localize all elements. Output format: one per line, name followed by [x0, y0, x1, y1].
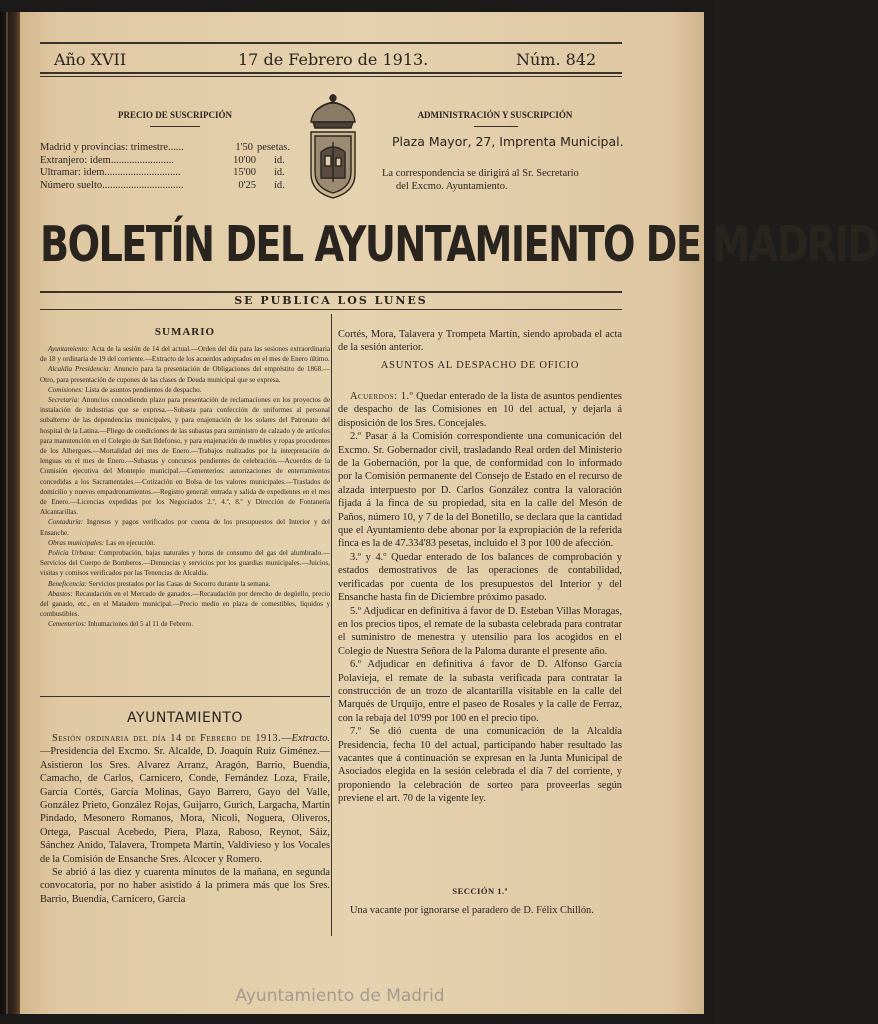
subscription-heading: PRECIO DE SUSCRIPCIÓN	[117, 110, 233, 120]
sumario-item: Ayuntamiento: Acta de la sesión de 14 del actual.—Orden del día para las sesiones extraordinaria de 18 y ordinaria de 19 del corriente.—Extracto de los acuerdos adoptados en el mes de Enero último.	[40, 345, 330, 364]
masthead-date: 17 de Febrero de 1913.	[238, 50, 429, 69]
masthead-number: Núm. 842	[516, 50, 597, 69]
subscription-row: Extranjero: idem........................ 10'00 íd.	[40, 154, 285, 166]
administration-rule	[474, 126, 518, 127]
administration-note: La correspondencia se dirigirá al Sr. Secretario del Excmo. Ayuntamiento.	[382, 168, 579, 192]
watermark: Ayuntamiento de Madrid	[235, 986, 445, 1006]
ayuntamiento-body	[40, 732, 330, 932]
administration-heading: ADMINISTRACIÓN Y SUSCRIPCIÓN	[417, 110, 573, 120]
ayuntamiento-heading: AYUNTAMIENTO	[127, 710, 243, 726]
masthead-year: Año XVII	[54, 50, 127, 69]
subscription-row: Madrid y provincias: trimestre...... 1'50 pesetas.	[40, 142, 290, 153]
newspaper-page	[20, 12, 878, 1014]
subtitle-rule	[40, 309, 622, 310]
session-paragraph: Se abrió á las diez y cuarenta minutos de la mañana, en segunda convocatoria, por no haber asistido á la primera más que los Sres. Barrio, Buendía, Carnicero, García	[40, 867, 330, 905]
title-rule	[40, 291, 622, 293]
sumario-item: Cementerios: Inhumaciones del 5 al 11 de Febrero.	[48, 620, 194, 629]
agreement-paragraph: 6.º Adjudicar en definitiva á favor de D. Alfonso García Polavieja, el remate de la subasta verificada para contratar la construcción de un trozo de alcantarilla visitable en la calle del Marqués de Urquijo, entre el paseo de Rosales y la calle de Ferraz, con la rebaja del 10'99 por 100 en el precio tipo.	[338, 659, 622, 724]
coat-of-arms-emblem	[303, 92, 363, 202]
subscription-rule	[150, 126, 200, 127]
book-spine	[0, 12, 22, 1014]
newspaper-title: BOLETÍN DEL AYUNTAMIENTO DE MADRID	[40, 216, 878, 273]
masthead-rule-thin	[40, 76, 622, 77]
sumario-item: Beneficencia: Servicios prestados por las Casas de Socorro durante la semana.	[48, 579, 271, 588]
publication-frequency: SE PUBLICA LOS LUNES	[234, 294, 428, 307]
column-divider	[331, 314, 332, 936]
subscription-table	[40, 142, 290, 192]
sumario-heading: SUMARIO	[154, 326, 216, 338]
agreement-paragraph: Acuerdos: 1.º Quedar enterado de la lista de asuntos pendientes de despacho de las Comisiones en 10 del actual, y dejarla á disposición de los Sres. Concejales.	[338, 391, 622, 429]
agreement-paragraph: 5.º Adjudicar en definitiva á favor de D. Esteban Villas Moragas, en los precios tipos, el remate de la subasta celebrada para contratar el suministro de menestra y utensilio para los acogidos en el Colegio de Nuestra Señora de la Paloma durante el presente año.	[338, 605, 622, 657]
asuntos-body	[338, 390, 622, 898]
agreement-paragraph: 3.º y 4.º Quedar enterado de los balances de comprobación y estados demostrativos de las operaciones de contabilidad, verificadas por cuenta de los presupuestos del Interior y del Ensanche hasta fin de Diciembre próximo pasado.	[338, 551, 622, 604]
masthead-rule	[40, 72, 622, 74]
seccion-heading: SECCIÓN 1.ª	[452, 886, 508, 896]
sumario-item: Secretaría: Anuncios concediendo plazo para presentación de reclamaciones en los proyectos de instalación de industrias que se expresa.—Subasta para confección de uniformes al personal subalterno de las dependencias municipales, y para enajenación de los solares del Patronato del hospital de la Latina.—Pliego de condiciones de las subastas para suministro de calzado y de artículos para manutención en el Colegio de San Ildefonso, y para enajenación de muebles y ropas procedentes de los Albergues.—Mortalidad del mes de Enero.—Trabajos realizados por la interpretación de lenguas en el mes de Enero.—Subastas y concursos pendientes de celebración.—Acuerdos de la Comisión ejecutiva del Montepío municipal.—Cementerios: autorizaciones de enterramientos concedidas a los Sacramentales.—Cotización en Bolsa de los valores municipales.—Traslados de domicilio y nuevos empadronamientos.—Registro general: entrada y salida de expedientes en el mes de Enero.—Licencias expedidas por los Negociados 2.º, 4.º, 8.º y Dirección de Fontanería Alcantarillas.	[40, 396, 330, 517]
administration-address: Plaza Mayor, 27, Imprenta Municipal.	[392, 134, 624, 149]
sumario-item: Alcaldía Presidencia: Anuncio para la presentación de Obligaciones del empréstito de 1868.—Otro, para presentación de cupones de las clases de Deuda municipal que se expresa.	[40, 365, 330, 384]
top-rule	[40, 42, 622, 44]
asuntos-heading: ASUNTOS AL DESPACHO DE OFICIO	[380, 360, 580, 371]
seccion-body: Una vacante por ignorarse el paradero de D. Félix Chillón.	[350, 905, 594, 916]
subscription-row: Número suelto............................... 0'25 íd.	[40, 179, 285, 191]
sumario-end-rule	[40, 696, 330, 697]
right-column-intro: Cortés, Mora, Talavera y Trompeta Martín, siendo aprobada el acta de la sesión anterior.	[338, 329, 622, 354]
sumario-item: Abastos: Recaudación en el Mercado de ganados.—Recaudación por derecho de degüello, precio del ganado, etc., en el Matadero municipal.—Precio medio en plaza de comestibles, líquidos y combustibles.	[40, 589, 330, 619]
sumario-item: Obras municipales: Las en ejecución.	[48, 538, 156, 547]
sumario-item: Comisiones: Lista de asuntos pendientes de despacho.	[48, 385, 202, 394]
agreement-paragraph: 7.º Se dió cuenta de una comunicación de la Alcaldía Presidencia, fecha 10 del actual, participando haber resultado las vacantes que á continuación se expresan en la Junta Municipal de Asociados elegida en la sesión celebrada el día 7 del corriente, y proponiendo la celebración de sorteo para proveerlas según previene el art. 70 de la vigente ley.	[338, 726, 622, 805]
subscription-row: Ultramar: idem............................. 15'00 íd.	[40, 167, 285, 178]
sumario-body	[40, 344, 330, 690]
sumario-item: Policía Urbana: Comprobación, bajas naturales y horas de consumo del gas del alumbrado.—Servicios del Cuerpo de Bomberos.—Denuncias y servicios por los guardias municipales.—Juicios, visitas y comisos verificados por las Tenencias de Alcaldía.	[40, 549, 330, 578]
session-paragraph: Sesión ordinaria del día 14 de Febrero de 1913.—Extracto.—Presidencia del Excmo. Sr. Alcalde, D. Joaquín Ruiz Giménez.—Asistieron los Sres. Alvarez Arranz, Aragón, Barrio, Buendía, Camacho, de Carlos, Carnicero, Conde, Fernández Loza, Fraile, García Cortés, García Molinas, Gayo Barrero, Gayo del Valle, González Prieto, González Rojas, Guijarro, Gurich, Largacha, Martín Pindado, Mesonero Romanos, Mora, Nicoli, Noguera, Oliveros, Ortega, Pascual Acebedo, Piera, Plaza, Raboso, Reynot, Sáiz, Sánchez Anido, Talavera, Trompeta Martín, Valdivieso y los Vocales de la Comisión de Ensanche Sres. Alcocer y Romero.	[40, 733, 330, 865]
sumario-item: Contaduría: Ingresos y pagos verificados por cuenta de los presupuestos del Interior y del Ensanche.	[40, 518, 330, 537]
agreement-paragraph: 2.º Pasar á la Comisión correspondiente una comunicación del Excmo. Sr. Gobernador civil, trasladando Real orden del Ministerio de la Gobernación, por la que, de conformidad con lo informado por la Comisión permanente del Consejo de Estado en el recurso de alzada interpuesto por D. Carlos González contra la valoración fijada á la finca de su propiedad, sita en la calle del Mesón de Paños, número 10, y 7 de la del Bonetillo, se declara que la cantidad que el Ayuntamiento debe abonar por la expropiación de la referida finca es la de 47.334'83 pesetas, incluido el 3 por 100 de afección.	[338, 431, 622, 550]
